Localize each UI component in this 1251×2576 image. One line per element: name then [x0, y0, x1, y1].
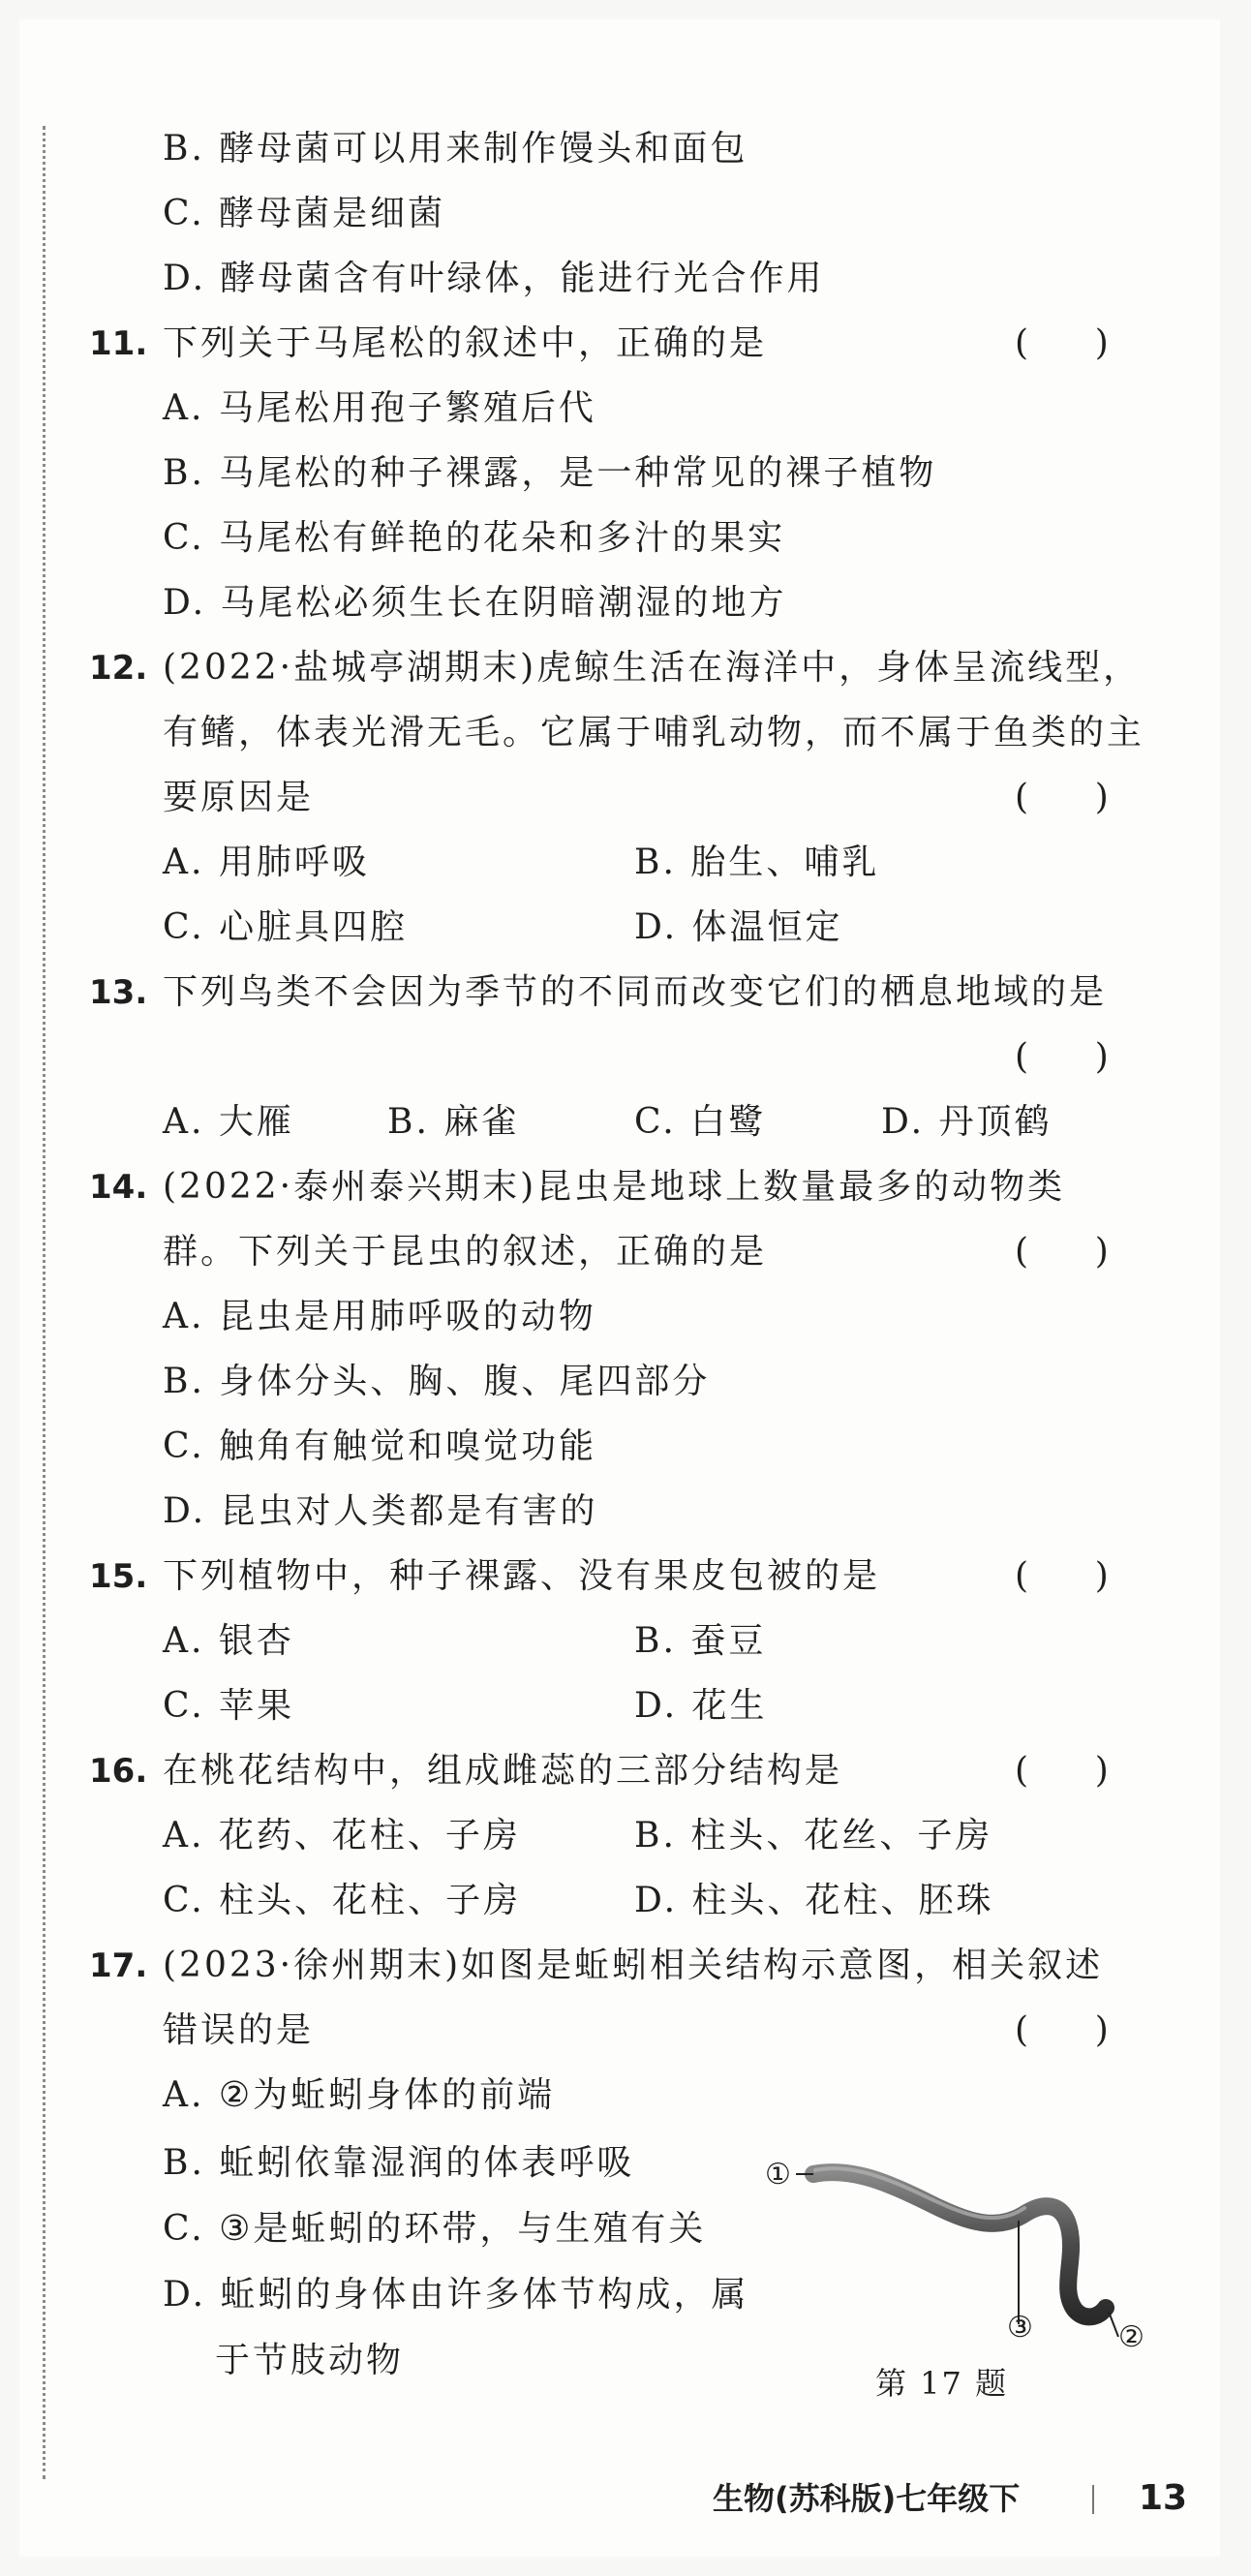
q14-number: 14.	[89, 1168, 148, 1207]
q13-option-a: A. 大雁	[163, 1102, 294, 1142]
q11-option-b: B. 马尾松的种子裸露，是一种常见的裸子植物	[163, 453, 937, 493]
q15-option-d: D. 花生	[634, 1686, 768, 1726]
figure-label-2: ②	[1118, 2320, 1144, 2354]
q16-option-c: C. 柱头、花柱、子房	[163, 1881, 522, 1920]
q17-option-d: D. 蚯蚓的身体由许多体节构成，属	[163, 2275, 749, 2315]
q11-answer-blank: ( )	[1015, 323, 1109, 363]
q14-option-a: A. 昆虫是用肺呼吸的动物	[163, 1297, 596, 1336]
q12-answer-blank: ( )	[1015, 778, 1109, 817]
q12-stem-line-2: 有鳍，体表光滑无毛。它属于哺乳动物，而不属于鱼类的主	[163, 713, 1145, 752]
q13-option-c: C. 白鹭	[634, 1102, 767, 1142]
q17-number: 17.	[89, 1947, 148, 1985]
q11-stem: 下列关于马尾松的叙述中，正确的是	[163, 323, 768, 363]
earthworm-body	[813, 2172, 1106, 2316]
q16-number: 16.	[89, 1752, 148, 1791]
q16-option-a: A. 花药、花柱、子房	[163, 1816, 521, 1855]
q15-number: 15.	[89, 1557, 148, 1596]
q11-number: 11.	[89, 324, 148, 363]
q15-stem: 下列植物中，种子裸露、没有果皮包被的是	[163, 1556, 881, 1596]
footer-book-title: 生物(苏科版)七年级下	[713, 2480, 1021, 2517]
figure-caption: 第 17 题	[875, 2365, 1009, 2402]
prev-option-b: B. 酵母菌可以用来制作馒头和面包	[163, 129, 748, 169]
q15-option-b: B. 蚕豆	[634, 1621, 767, 1661]
q14-answer-blank: ( )	[1015, 1232, 1109, 1272]
footer-separator	[1092, 2485, 1094, 2514]
q11-option-a: A. 马尾松用孢子繁殖后代	[163, 388, 596, 428]
q17-stem-line-1: (2023·徐州期末)如图是蚯蚓相关结构示意图，相关叙述	[163, 1946, 1104, 1985]
figure-label-3: ③	[1007, 2311, 1033, 2345]
q15-answer-blank: ( )	[1015, 1556, 1109, 1596]
q17-stem-line-2: 错误的是	[163, 2010, 315, 2050]
q15-option-c: C. 苹果	[163, 1686, 295, 1726]
q16-stem: 在桃花结构中，组成雌蕊的三部分结构是	[163, 1751, 843, 1791]
q14-option-c: C. 触角有触觉和嗅觉功能	[163, 1426, 597, 1466]
q17-answer-blank: ( )	[1015, 2010, 1109, 2050]
q14-option-d: D. 昆虫对人类都是有害的	[163, 1491, 598, 1531]
q12-option-c: C. 心脏具四腔	[163, 907, 409, 947]
prev-option-d: D. 酵母菌含有叶绿体，能进行光合作用	[163, 259, 825, 298]
q11-option-d: D. 马尾松必须生长在阴暗潮湿的地方	[163, 583, 787, 623]
figure-label-1: ①	[765, 2158, 791, 2192]
pointer-line-2	[1109, 2312, 1118, 2337]
q17-option-a: A. ②为蚯蚓身体的前端	[163, 2075, 556, 2115]
q14-stem-line-2: 群。下列关于昆虫的叙述，正确的是	[163, 1232, 768, 1272]
q11-option-c: C. 马尾松有鲜艳的花朵和多汁的果实	[163, 518, 786, 558]
q12-number: 12.	[89, 649, 148, 688]
q14-stem-line-1: (2022·泰州泰兴期末)昆虫是地球上数量最多的动物类	[163, 1167, 1066, 1207]
q13-stem: 下列鸟类不会因为季节的不同而改变它们的栖息地域的是	[163, 972, 1108, 1012]
q16-answer-blank: ( )	[1015, 1751, 1109, 1791]
page-number: 13	[1139, 2478, 1188, 2518]
prev-option-c: C. 酵母菌是细菌	[163, 194, 446, 233]
q16-option-d: D. 柱头、花柱、胚珠	[634, 1881, 994, 1920]
q15-option-a: A. 银杏	[163, 1621, 294, 1661]
earthworm-figure	[755, 2145, 1162, 2358]
q17-option-b: B. 蚯蚓依靠湿润的体表呼吸	[163, 2143, 635, 2183]
q14-option-b: B. 身体分头、胸、腹、尾四部分	[163, 1362, 711, 1401]
q17-option-c: C. ③是蚯蚓的环带，与生殖有关	[163, 2209, 707, 2249]
q12-option-b: B. 胎生、哺乳	[634, 843, 880, 882]
q12-option-a: A. 用肺呼吸	[163, 843, 370, 882]
q12-stem-line-1: (2022·盐城亭湖期末)虎鲸生活在海洋中，身体呈流线型，	[163, 648, 1142, 688]
q12-stem-line-3: 要原因是	[163, 778, 315, 817]
q17-option-d-continued: 于节肢动物	[215, 2341, 405, 2380]
q16-option-b: B. 柱头、花丝、子房	[634, 1816, 993, 1855]
q13-number: 13.	[89, 973, 148, 1012]
q13-answer-blank: ( )	[1015, 1037, 1109, 1077]
q12-option-d: D. 体温恒定	[634, 907, 843, 947]
q13-option-d: D. 丹顶鹤	[881, 1102, 1053, 1142]
q13-option-b: B. 麻雀	[387, 1102, 520, 1142]
